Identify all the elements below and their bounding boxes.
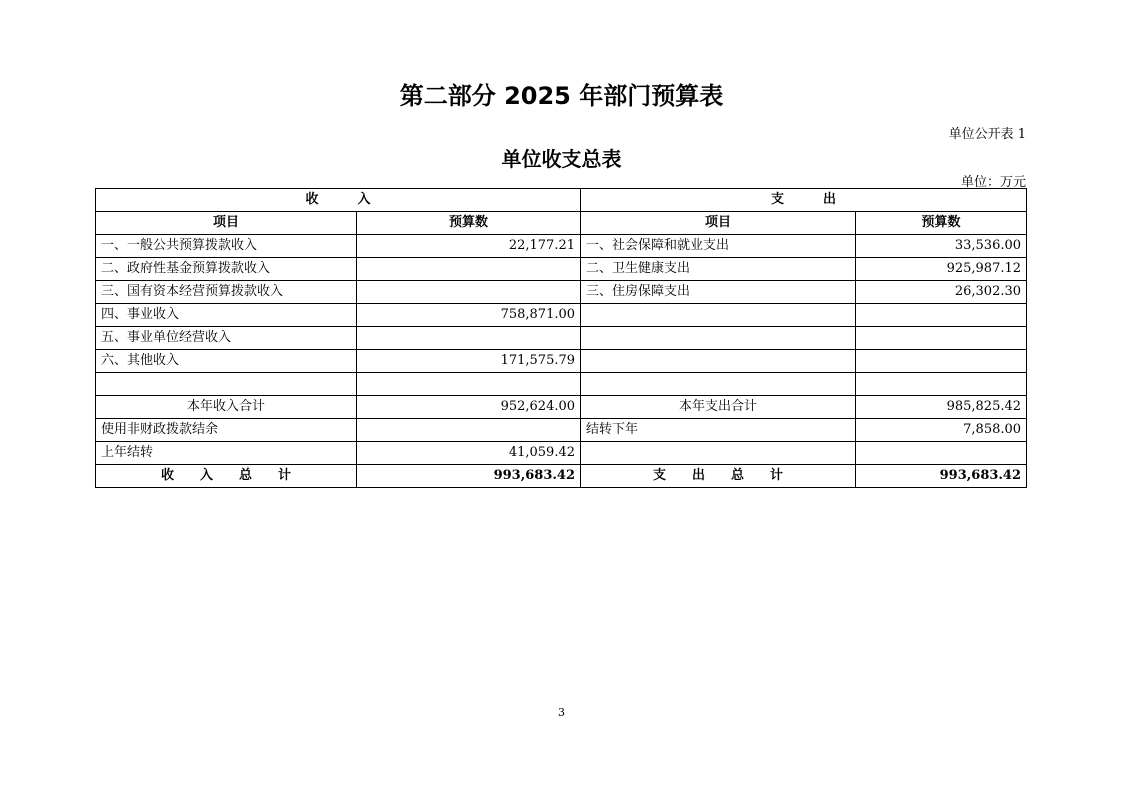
- income-item: 四、事业收入: [96, 304, 357, 327]
- table-row: [96, 350, 1027, 373]
- expense-value: [856, 304, 1027, 327]
- expense-item: [581, 373, 856, 396]
- expense-item: 结转下年: [581, 419, 856, 442]
- income-value: [357, 419, 581, 442]
- table-row: [96, 327, 1027, 350]
- page-title: 第二部分 2025 年部门预算表: [399, 82, 724, 110]
- table-row: [96, 373, 1027, 396]
- income-value: [357, 373, 581, 396]
- expense-value: [856, 327, 1027, 350]
- income-item: 三、国有资本经营预算拨款收入: [96, 281, 357, 304]
- page-number: 3: [558, 706, 565, 719]
- table-row: [96, 442, 1027, 465]
- expense-value: 26,302.30: [856, 281, 1027, 304]
- table-row: [96, 419, 1027, 442]
- expense-item: 三、住房保障支出: [581, 281, 856, 304]
- income-item: 使用非财政拨款结余: [96, 419, 357, 442]
- income-item: 二、政府性基金预算拨款收入: [96, 258, 357, 281]
- table-row: [96, 235, 1027, 258]
- table-row: [96, 258, 1027, 281]
- expense-item: 一、社会保障和就业支出: [581, 235, 856, 258]
- income-value: 758,871.00: [357, 304, 581, 327]
- income-value: 41,059.42: [357, 442, 581, 465]
- subtotal-row: [96, 396, 1027, 419]
- expense-item-header: 项目: [581, 212, 856, 235]
- income-value: 22,177.21: [357, 235, 581, 258]
- table-row: [96, 281, 1027, 304]
- income-item: [96, 373, 357, 396]
- income-value: 171,575.79: [357, 350, 581, 373]
- table-section-header: [96, 189, 1027, 212]
- expense-item: [581, 327, 856, 350]
- income-value: [357, 327, 581, 350]
- expense-value: 33,536.00: [856, 235, 1027, 258]
- expense-value: [856, 350, 1027, 373]
- expense-value: [856, 442, 1027, 465]
- expense-item: [581, 304, 856, 327]
- income-item: 六、其他收入: [96, 350, 357, 373]
- income-item: 一、一般公共预算拨款收入: [96, 235, 357, 258]
- form-number: 单位公开表 1: [948, 127, 1026, 142]
- income-item: 五、事业单位经营收入: [96, 327, 357, 350]
- table-column-header: [96, 212, 1027, 235]
- expense-value: 925,987.12: [856, 258, 1027, 281]
- expense-subtotal-value: 985,825.42: [856, 396, 1027, 419]
- expense-total-value: 993,683.42: [856, 465, 1027, 488]
- income-subtotal-label: 本年收入合计: [96, 396, 357, 419]
- expense-item: 二、卫生健康支出: [581, 258, 856, 281]
- income-expense-table: [95, 188, 1027, 488]
- expense-value: 7,858.00: [856, 419, 1027, 442]
- expense-subtotal-label: 本年支出合计: [581, 396, 856, 419]
- expense-value: [856, 373, 1027, 396]
- income-total-label: 收 入 总 计: [96, 465, 357, 488]
- income-value: [357, 281, 581, 304]
- income-total-value: 993,683.42: [357, 465, 581, 488]
- expense-item: [581, 350, 856, 373]
- grand-total-row: [96, 465, 1027, 488]
- expense-header: 支 出: [581, 189, 1027, 212]
- income-item: 上年结转: [96, 442, 357, 465]
- income-subtotal-value: 952,624.00: [357, 396, 581, 419]
- expense-item: [581, 442, 856, 465]
- expense-total-label: 支 出 总 计: [581, 465, 856, 488]
- table-title: 单位收支总表: [501, 147, 622, 171]
- table-row: [96, 304, 1027, 327]
- unit-label: 单位：万元: [960, 175, 1026, 190]
- income-value: [357, 258, 581, 281]
- income-header: 收 入: [96, 189, 581, 212]
- income-item-header: 项目: [96, 212, 357, 235]
- income-budget-header: 预算数: [357, 212, 581, 235]
- expense-budget-header: 预算数: [856, 212, 1027, 235]
